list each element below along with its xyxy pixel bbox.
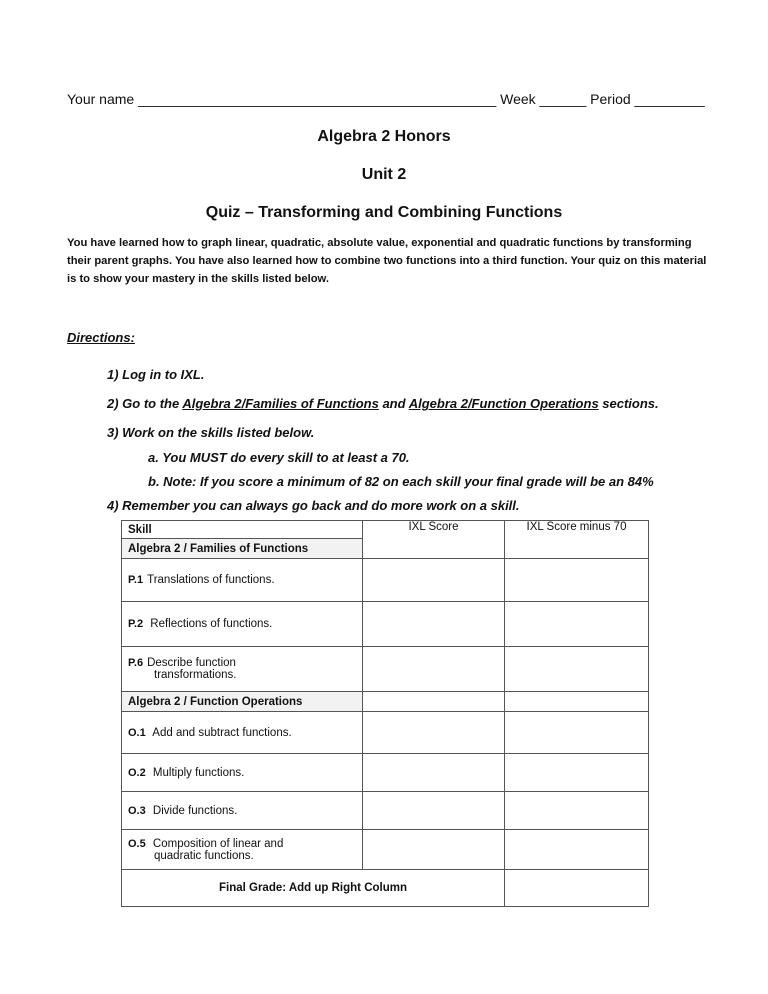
skill-cell (122, 559, 363, 602)
score-input-cell[interactable] (363, 830, 505, 870)
minus-70-input-cell[interactable] (505, 830, 649, 870)
score-input-cell[interactable] (363, 754, 505, 792)
table-row (122, 602, 649, 647)
final-grade-label: Final Grade: Add up Right Column (122, 870, 505, 907)
skill-label: Composition of linear and (149, 837, 284, 850)
table-row (122, 712, 649, 754)
table-row (122, 754, 649, 792)
step-4: 4) Remember you can always go back and do more work on a skill. (107, 498, 520, 513)
table-row (122, 792, 649, 830)
skill-cell (122, 712, 363, 754)
score-input-cell[interactable] (363, 559, 505, 602)
minus-70-input-cell[interactable] (505, 712, 649, 754)
families-of-functions-link: Algebra 2/Families of Functions (182, 396, 379, 411)
skill-label: Describe function (147, 657, 236, 669)
skill-code: O.1 (128, 726, 146, 739)
section-families-of-functions: Algebra 2 / Families of Functions (122, 539, 363, 559)
score-input-cell[interactable] (363, 792, 505, 830)
table-row (122, 830, 649, 870)
skill-cell (122, 602, 363, 647)
unit-title: Unit 2 (361, 166, 407, 183)
skill-code: O.5 (128, 837, 146, 850)
col-header-ixl-score: IXL Score (363, 521, 505, 559)
score-input-cell[interactable] (363, 647, 505, 692)
skill-code: P.2 (128, 618, 144, 630)
table-row (122, 559, 649, 602)
minus-70-input-cell[interactable] (505, 692, 649, 712)
score-input-cell[interactable] (363, 692, 505, 712)
section-row (122, 692, 649, 712)
skill-label: Reflections of functions. (147, 618, 273, 630)
skill-cell (122, 830, 363, 870)
skill-label: Multiply functions. (149, 766, 245, 779)
minus-70-input-cell[interactable] (505, 792, 649, 830)
skill-label: Add and subtract functions. (149, 726, 292, 739)
minus-70-input-cell[interactable] (505, 754, 649, 792)
intro-paragraph: You have learned how to graph linear, quadratic, absolute value, exponential and quadratic functions by transforming their parent graphs. You have also learned how to combine two functions into a third function. Your quiz on this material is to show your mastery in the skills listed below. (67, 237, 707, 285)
skills-score-table (121, 520, 649, 907)
table-header-row (122, 521, 649, 539)
skill-label: Translations of functions. (147, 574, 275, 586)
step-3: 3) Work on the skills listed below. (107, 425, 315, 440)
minus-70-input-cell[interactable] (505, 602, 649, 647)
table-row (122, 647, 649, 692)
course-title: Algebra 2 Honors (317, 128, 451, 145)
step-2-mid: and (378, 396, 409, 411)
skill-code: O.3 (128, 804, 146, 817)
col-header-skill: Skill (122, 521, 363, 539)
step-1: 1) Log in to IXL. (107, 367, 205, 382)
quiz-title: Quiz – Transforming and Combining Functions (205, 204, 563, 221)
score-input-cell[interactable] (363, 602, 505, 647)
skill-label-line2: transformations. (154, 669, 237, 681)
score-input-cell[interactable] (363, 712, 505, 754)
step-2-prefix: 2) Go to the (107, 396, 183, 411)
section-function-operations: Algebra 2 / Function Operations (122, 692, 363, 712)
skill-label-line2: quadratic functions. (154, 849, 254, 862)
skill-label: Divide functions. (149, 804, 238, 817)
directions-label: Directions: (67, 330, 135, 345)
final-grade-input-cell[interactable] (505, 870, 649, 907)
skill-cell (122, 792, 363, 830)
col-header-ixl-minus-70: IXL Score minus 70 (505, 521, 649, 559)
skill-code: O.2 (128, 766, 146, 779)
step-3b: b. Note: If you score a minimum of 82 on each skill your final grade will be an 84% (148, 474, 654, 489)
skill-code: P.1 (128, 574, 144, 586)
name-week-period-line: Your name ______________________________________________ Week ______ Period _________ (67, 91, 705, 107)
step-2 (107, 396, 659, 411)
minus-70-input-cell[interactable] (505, 559, 649, 602)
minus-70-input-cell[interactable] (505, 647, 649, 692)
step-2-suffix: sections. (598, 396, 659, 411)
final-grade-row (122, 870, 649, 907)
step-3a: a. You MUST do every skill to at least a 70. (148, 450, 410, 465)
skill-code: P.6 (128, 657, 144, 669)
skill-cell (122, 754, 363, 792)
skill-cell (122, 647, 363, 692)
function-operations-link: Algebra 2/Function Operations (408, 396, 599, 411)
